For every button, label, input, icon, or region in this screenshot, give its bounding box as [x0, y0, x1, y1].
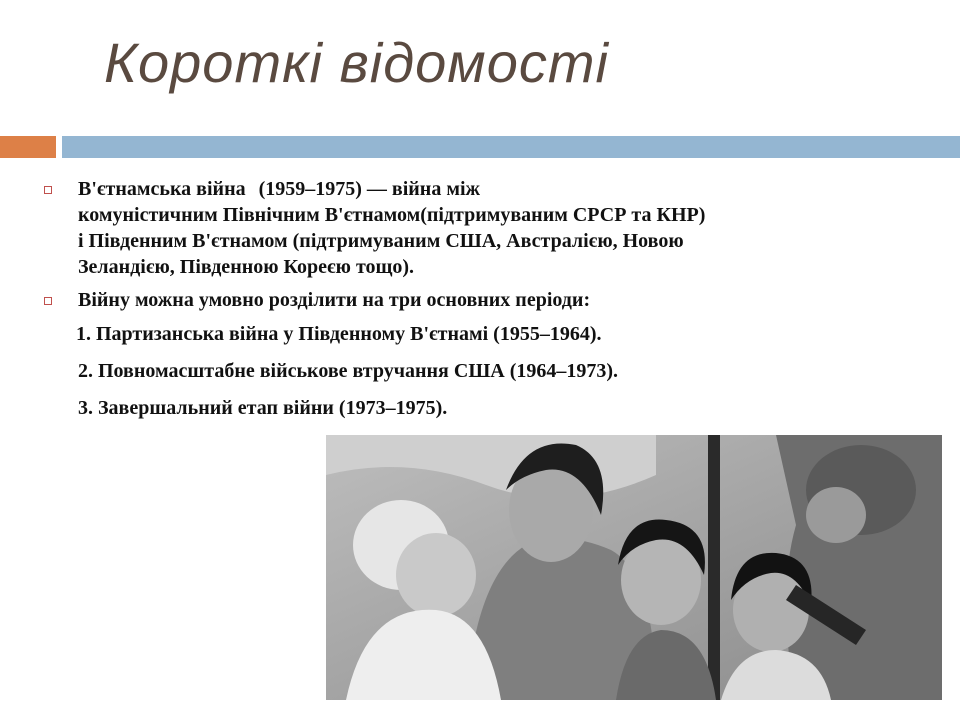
war-photo [326, 435, 942, 700]
bullet-1-line-3: і Південним В'єтнамом (підтримуваним США, Австралією, Новою [78, 230, 684, 252]
bullet-2-line-1: Війну можна умовно розділити на три основних періоди: [78, 289, 591, 311]
bullet-1-line-1 [78, 177, 480, 201]
bullet-square-icon [44, 186, 52, 194]
accent-band-blue [62, 136, 960, 158]
bullet-1-text: (1959–1975) — війна між [258, 178, 480, 200]
bullet-square-icon [44, 297, 52, 305]
period-2: 2. Повномасштабне військове втручання США (1964–1973). [78, 360, 619, 382]
accent-band-orange [0, 136, 56, 158]
period-3: 3. Завершальний етап війни (1973–1975). [78, 397, 448, 419]
slide-title: Короткі відомості [104, 31, 609, 94]
bullet-1-lead: В'єтнамська війна [78, 178, 246, 200]
period-1: 1. Партизанська війна у Південному В'єтнамі (1955–1964). [76, 323, 602, 345]
bullet-1-line-4: Зеландією, Південною Кореєю тощо). [78, 256, 415, 278]
war-photo-illustration [326, 435, 942, 700]
bullet-1-line-2: комуністичним Північним В'єтнамом(підтримуваним СРСР та КНР) [78, 204, 706, 226]
